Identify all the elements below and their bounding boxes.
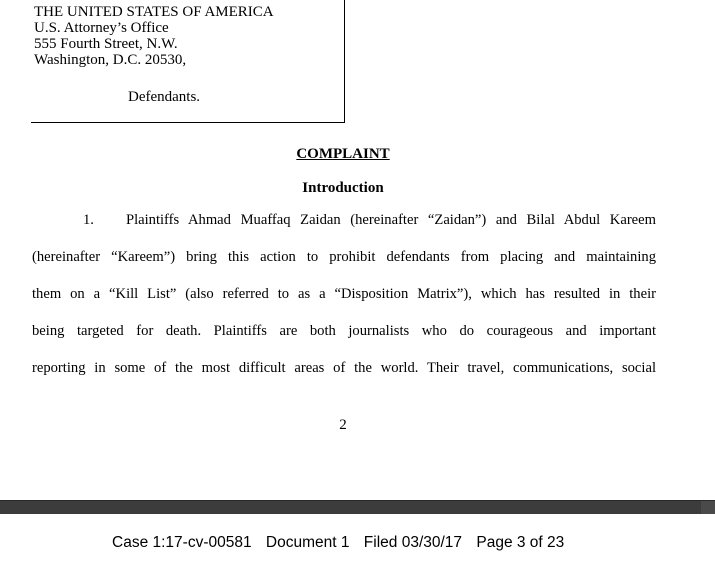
paragraph-line: being targeted for death. Plaintiffs are both journalists who do courageous and important (32, 323, 656, 339)
scrollbar-thumb[interactable] (701, 501, 715, 515)
caption-line: U.S. Attorney’s Office (34, 20, 169, 36)
paragraph-number: 1. (83, 212, 94, 228)
filed-date: Filed 03/30/17 (363, 534, 463, 551)
page-number: 2 (339, 417, 347, 433)
horizontal-scrollbar[interactable] (0, 500, 715, 515)
caption-line: Washington, D.C. 20530, (34, 52, 187, 68)
paragraph-line-text: Plaintiffs Ahmad Muaffaq Zaidan (hereinafter “Zaidan”) and Bilal Abdul Kareem (125, 212, 656, 228)
document-number: Document 1 (265, 534, 350, 551)
paragraph-line: them on a “Kill List” (also referred to as a “Disposition Matrix”), which has resulted in their (32, 286, 656, 302)
caption-line: 555 Fourth Street, N.W. (34, 36, 178, 52)
section-heading: Introduction (302, 180, 384, 196)
paragraph-line: (hereinafter “Kareem”) bring this action to prohibit defendants from placing and maintaining (32, 249, 656, 265)
paragraph-line (83, 212, 656, 228)
caption-line: THE UNITED STATES OF AMERICA (34, 4, 274, 20)
party-label: Defendants. (128, 89, 201, 105)
ecf-footer (0, 514, 715, 587)
document-title: COMPLAINT (296, 146, 390, 162)
page-of-total: Page 3 of 23 (476, 534, 565, 551)
case-caption-box (31, 0, 345, 123)
ecf-header-stamp (112, 534, 564, 552)
case-number: Case 1:17-cv-00581 (112, 534, 252, 551)
paragraph-line: reporting in some of the most difficult areas of the world. Their travel, communications, social (32, 360, 656, 376)
